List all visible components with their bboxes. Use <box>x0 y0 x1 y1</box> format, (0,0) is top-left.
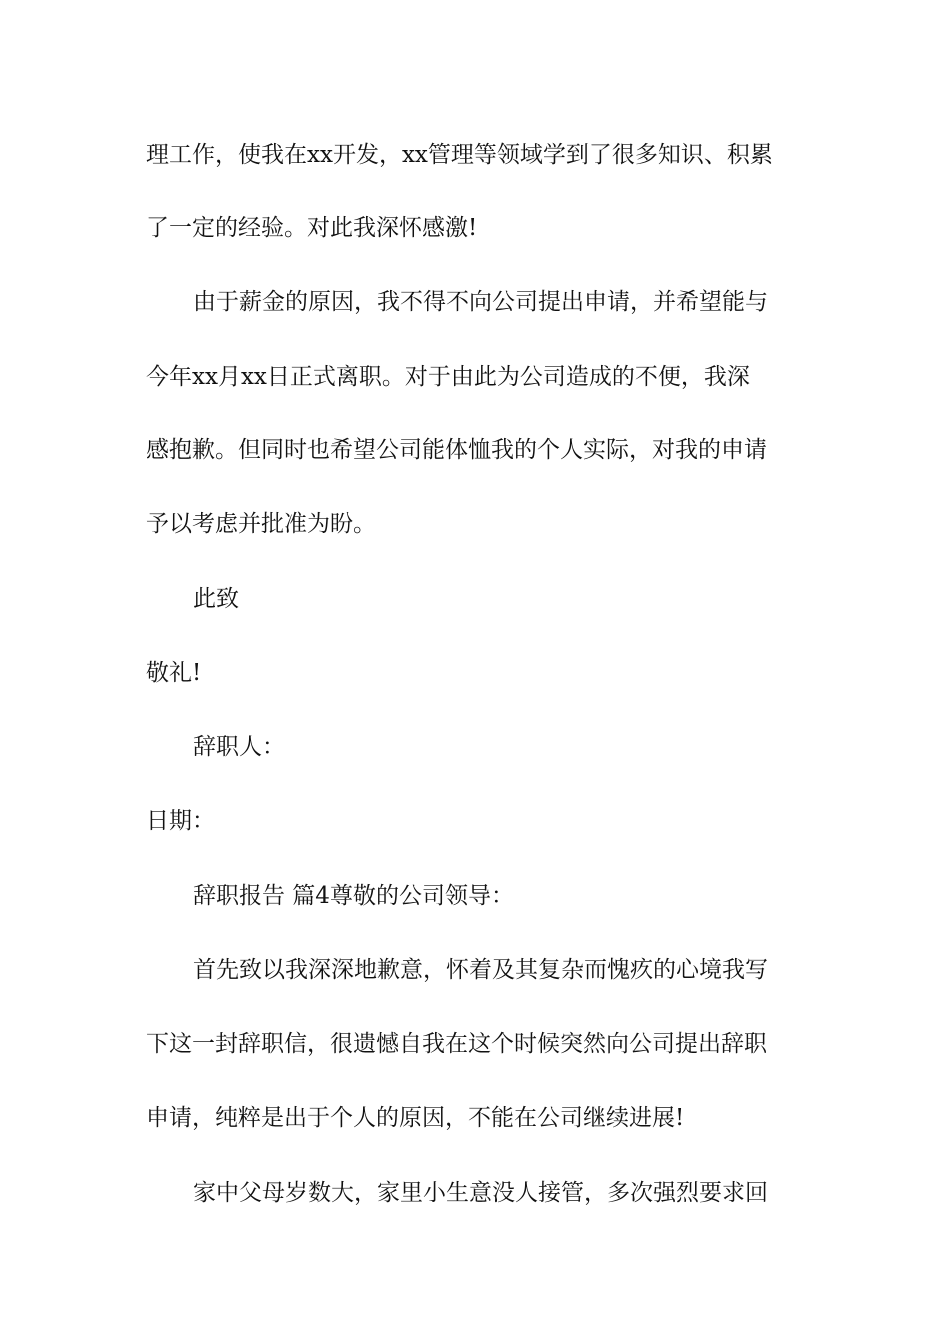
salutation: 敬礼! <box>146 660 202 686</box>
body-text-line: 了一定的经验。对此我深怀感激! <box>146 215 478 241</box>
paragraph-first-line: 由于薪金的原因，我不得不向公司提出申请，并希望能与 <box>193 289 768 315</box>
closing-phrase: 此致 <box>193 586 239 612</box>
body-text-line: 申请，纯粹是出于个人的原因，不能在公司继续进展! <box>146 1105 685 1131</box>
body-text-line: 今年xx月xx日正式离职。对于由此为公司造成的不便，我深 <box>146 364 750 390</box>
paragraph-first-line: 首先致以我深深地歉意，怀着及其复杂而愧疚的心境我写 <box>193 957 768 983</box>
date-label: 日期： <box>146 808 215 834</box>
body-text-line: 下这一封辞职信，很遗憾自我在这个时候突然向公司提出辞职 <box>146 1031 767 1057</box>
body-text-line: 感抱歉。但同时也希望公司能体恤我的个人实际，对我的申请 <box>146 437 767 463</box>
body-text-line: 予以考虑并批准为盼。 <box>146 511 376 537</box>
body-text-line: 理工作，使我在xx开发，xx管理等领域学到了很多知识、积累 <box>146 142 773 168</box>
section-heading: 辞职报告 篇4尊敬的公司领导： <box>193 883 514 909</box>
paragraph-first-line: 家中父母岁数大，家里小生意没人接管，多次强烈要求回 <box>193 1180 768 1206</box>
signature-label: 辞职人： <box>193 734 285 760</box>
